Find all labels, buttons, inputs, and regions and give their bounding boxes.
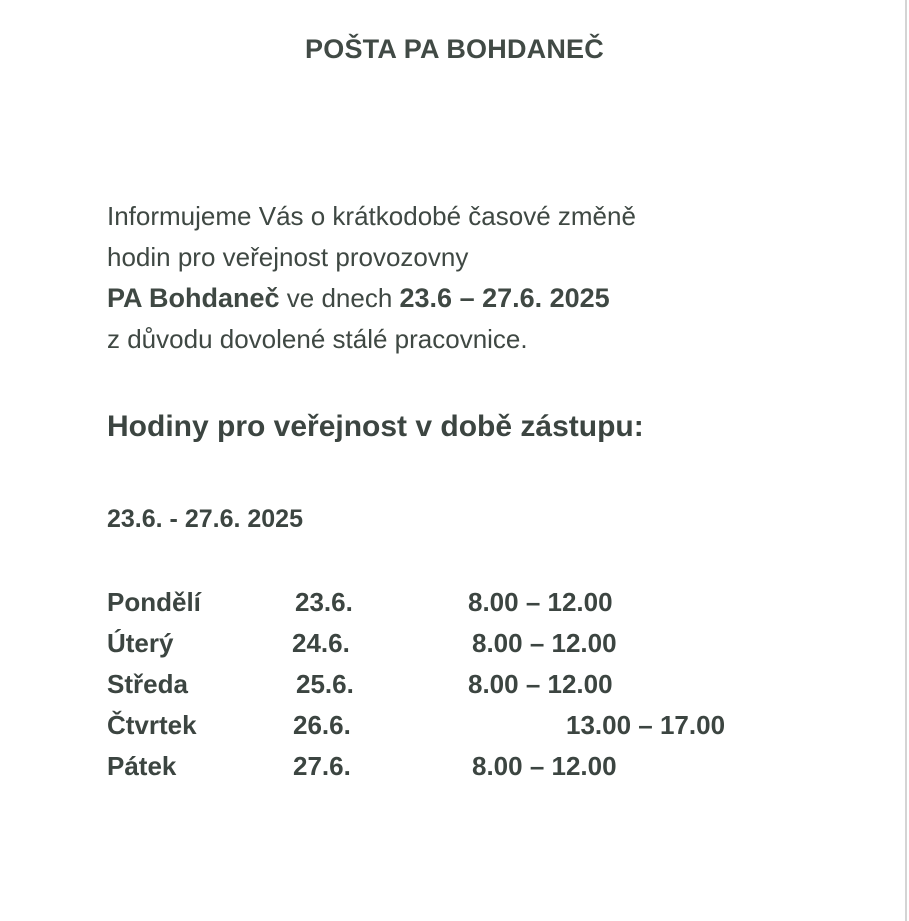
schedule-date: 23.6. — [295, 587, 353, 617]
schedule-hours: 8.00 – 12.00 — [468, 669, 613, 699]
schedule-date: 26.6. — [293, 710, 351, 740]
schedule-row — [107, 587, 807, 628]
date-range-inline: 23.6 – 27.6. 2025 — [399, 283, 610, 313]
schedule-row — [107, 628, 807, 669]
hours-heading: Hodiny pro veřejnost v době zástupu: — [107, 410, 644, 443]
schedule-row — [107, 751, 807, 792]
schedule-table — [107, 587, 807, 792]
schedule-date: 25.6. — [296, 669, 354, 699]
intro-paragraph — [107, 196, 636, 360]
schedule-hours: 8.00 – 12.00 — [472, 628, 617, 658]
schedule-day: Úterý — [107, 628, 174, 658]
intro-line-4: z důvodu dovolené stálé pracovnice. — [107, 324, 528, 354]
document-title: POŠTA PA BOHDANEČ — [305, 34, 604, 64]
intro-line-3 — [107, 278, 636, 319]
intro-line-1: Informujeme Vás o krátkodobé časové změně — [107, 201, 636, 231]
schedule-date: 24.6. — [292, 628, 350, 658]
date-range: 23.6. - 27.6. 2025 — [107, 505, 303, 533]
schedule-day: Pondělí — [107, 587, 201, 617]
schedule-day: Středa — [107, 669, 188, 699]
schedule-hours: 13.00 – 17.00 — [566, 710, 726, 740]
schedule-row — [107, 669, 807, 710]
schedule-hours: 8.00 – 12.00 — [468, 587, 613, 617]
page-edge-shadow — [905, 0, 907, 921]
intro-line-3-text: ve dnech — [279, 283, 400, 313]
schedule-day: Pátek — [107, 751, 177, 781]
office-name: PA Bohdaneč — [107, 283, 280, 313]
schedule-row — [107, 710, 807, 751]
intro-line-2: hodin pro veřejnost provozovny — [107, 242, 469, 272]
schedule-hours: 8.00 – 12.00 — [472, 751, 617, 781]
schedule-day: Čtvrtek — [107, 710, 197, 740]
schedule-date: 27.6. — [293, 751, 351, 781]
